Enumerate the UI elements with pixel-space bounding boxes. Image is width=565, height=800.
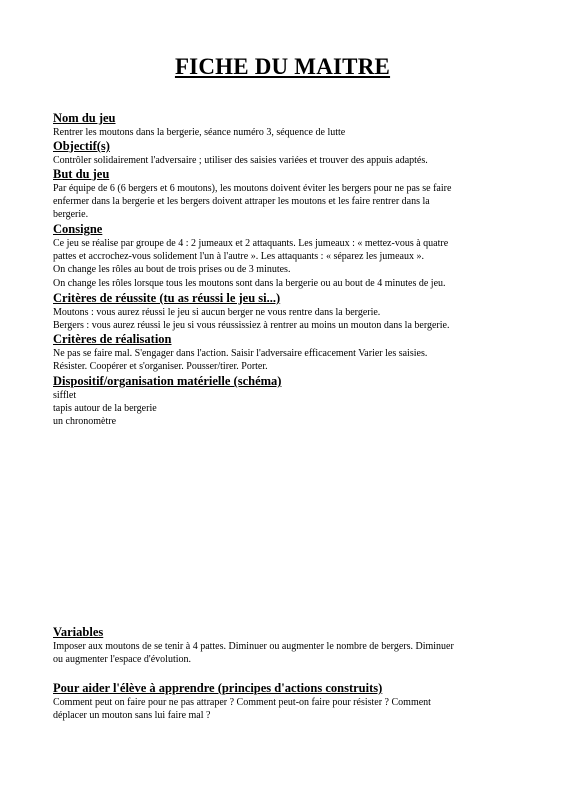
text-line: tapis autour de la bergerie bbox=[53, 403, 157, 415]
text-line: sifflet bbox=[53, 390, 77, 401]
text-line: un chronomètre bbox=[53, 416, 117, 428]
section-heading: But du jeu bbox=[53, 167, 110, 181]
text-line: enfermer dans la bergerie et les bergers doivent attraper les moutons et les faire rentrer dans la bbox=[53, 196, 430, 208]
text-line: Par équipe de 6 (6 bergers et 6 moutons), les moutons doivent éviter les bergers pour ne pas se faire bbox=[53, 183, 452, 194]
section-heading: Pour aider l'élève à apprendre (principes d'actions construits) bbox=[53, 681, 383, 695]
section-but-du-jeu bbox=[53, 167, 523, 222]
text-line: Imposer aux moutons de se tenir à 4 pattes. Diminuer ou augmenter le nombre de bergers. Diminuer bbox=[53, 641, 454, 652]
section-objectifs bbox=[53, 139, 523, 167]
text-line: Ce jeu se réalise par groupe de 4 : 2 jumeaux et 2 attaquants. Les jumeaux : « mettez-vous à quatre bbox=[53, 238, 449, 249]
page-title: FICHE DU MAITRE bbox=[174, 54, 391, 79]
text-line: Moutons : vous aurez réussi le jeu si aucun berger ne vous rentre dans la bergerie. bbox=[53, 307, 381, 318]
text-line: Rentrer les moutons dans la bergerie, séance numéro 3, séquence de lutte bbox=[53, 127, 346, 138]
section-heading: Consigne bbox=[53, 222, 103, 236]
section-heading: Critères de réalisation bbox=[53, 332, 172, 346]
section-heading: Nom du jeu bbox=[53, 111, 116, 125]
section-dispositif bbox=[53, 374, 523, 429]
text-line: Contrôler solidairement l'adversaire ; utiliser des saisies variées et trouver des appuis adaptés. bbox=[53, 155, 428, 166]
text-line: Comment peut on faire pour ne pas attraper ? Comment peut-on faire pour résister ? Comment bbox=[53, 697, 431, 708]
text-line: déplacer un mouton sans lui faire mal ? bbox=[53, 710, 211, 722]
section-criteres-reussite bbox=[53, 291, 523, 332]
text-line: Résister. Coopérer et s'organiser. Pousser/tirer. Porter. bbox=[53, 361, 268, 373]
section-aider-eleve bbox=[53, 681, 523, 722]
text-line: On change les rôles au bout de trois prises ou de 3 minutes. bbox=[53, 264, 291, 276]
text-line: Ne pas se faire mal. S'engager dans l'action. Saisir l'adversaire efficacement Varier les saisies. bbox=[53, 348, 428, 359]
section-heading: Dispositif/organisation matérielle (schéma) bbox=[53, 374, 282, 388]
section-heading: Objectif(s) bbox=[53, 139, 110, 153]
section-consigne bbox=[53, 222, 523, 290]
section-nom-du-jeu bbox=[53, 111, 523, 139]
text-line: On change les rôles lorsque tous les moutons sont dans la bergerie ou au bout de 4 minutes de jeu. bbox=[53, 277, 446, 289]
section-heading: Critères de réussite (tu as réussi le jeu si...) bbox=[53, 291, 281, 305]
section-variables bbox=[53, 625, 523, 666]
text-line: bergerie. bbox=[53, 209, 89, 221]
text-line: Bergers : vous aurez réussi le jeu si vous réussissiez à rentrer au moins un mouton dans la bergerie. bbox=[53, 320, 450, 332]
section-heading: Variables bbox=[53, 625, 104, 639]
text-line: ou augmenter l'espace d'évolution. bbox=[53, 654, 192, 666]
text-line: pattes et accrochez-vous solidement l'un à l'autre ». Les attaquants : « séparez les jumeaux ». bbox=[53, 251, 424, 263]
section-criteres-realisation bbox=[53, 332, 523, 373]
